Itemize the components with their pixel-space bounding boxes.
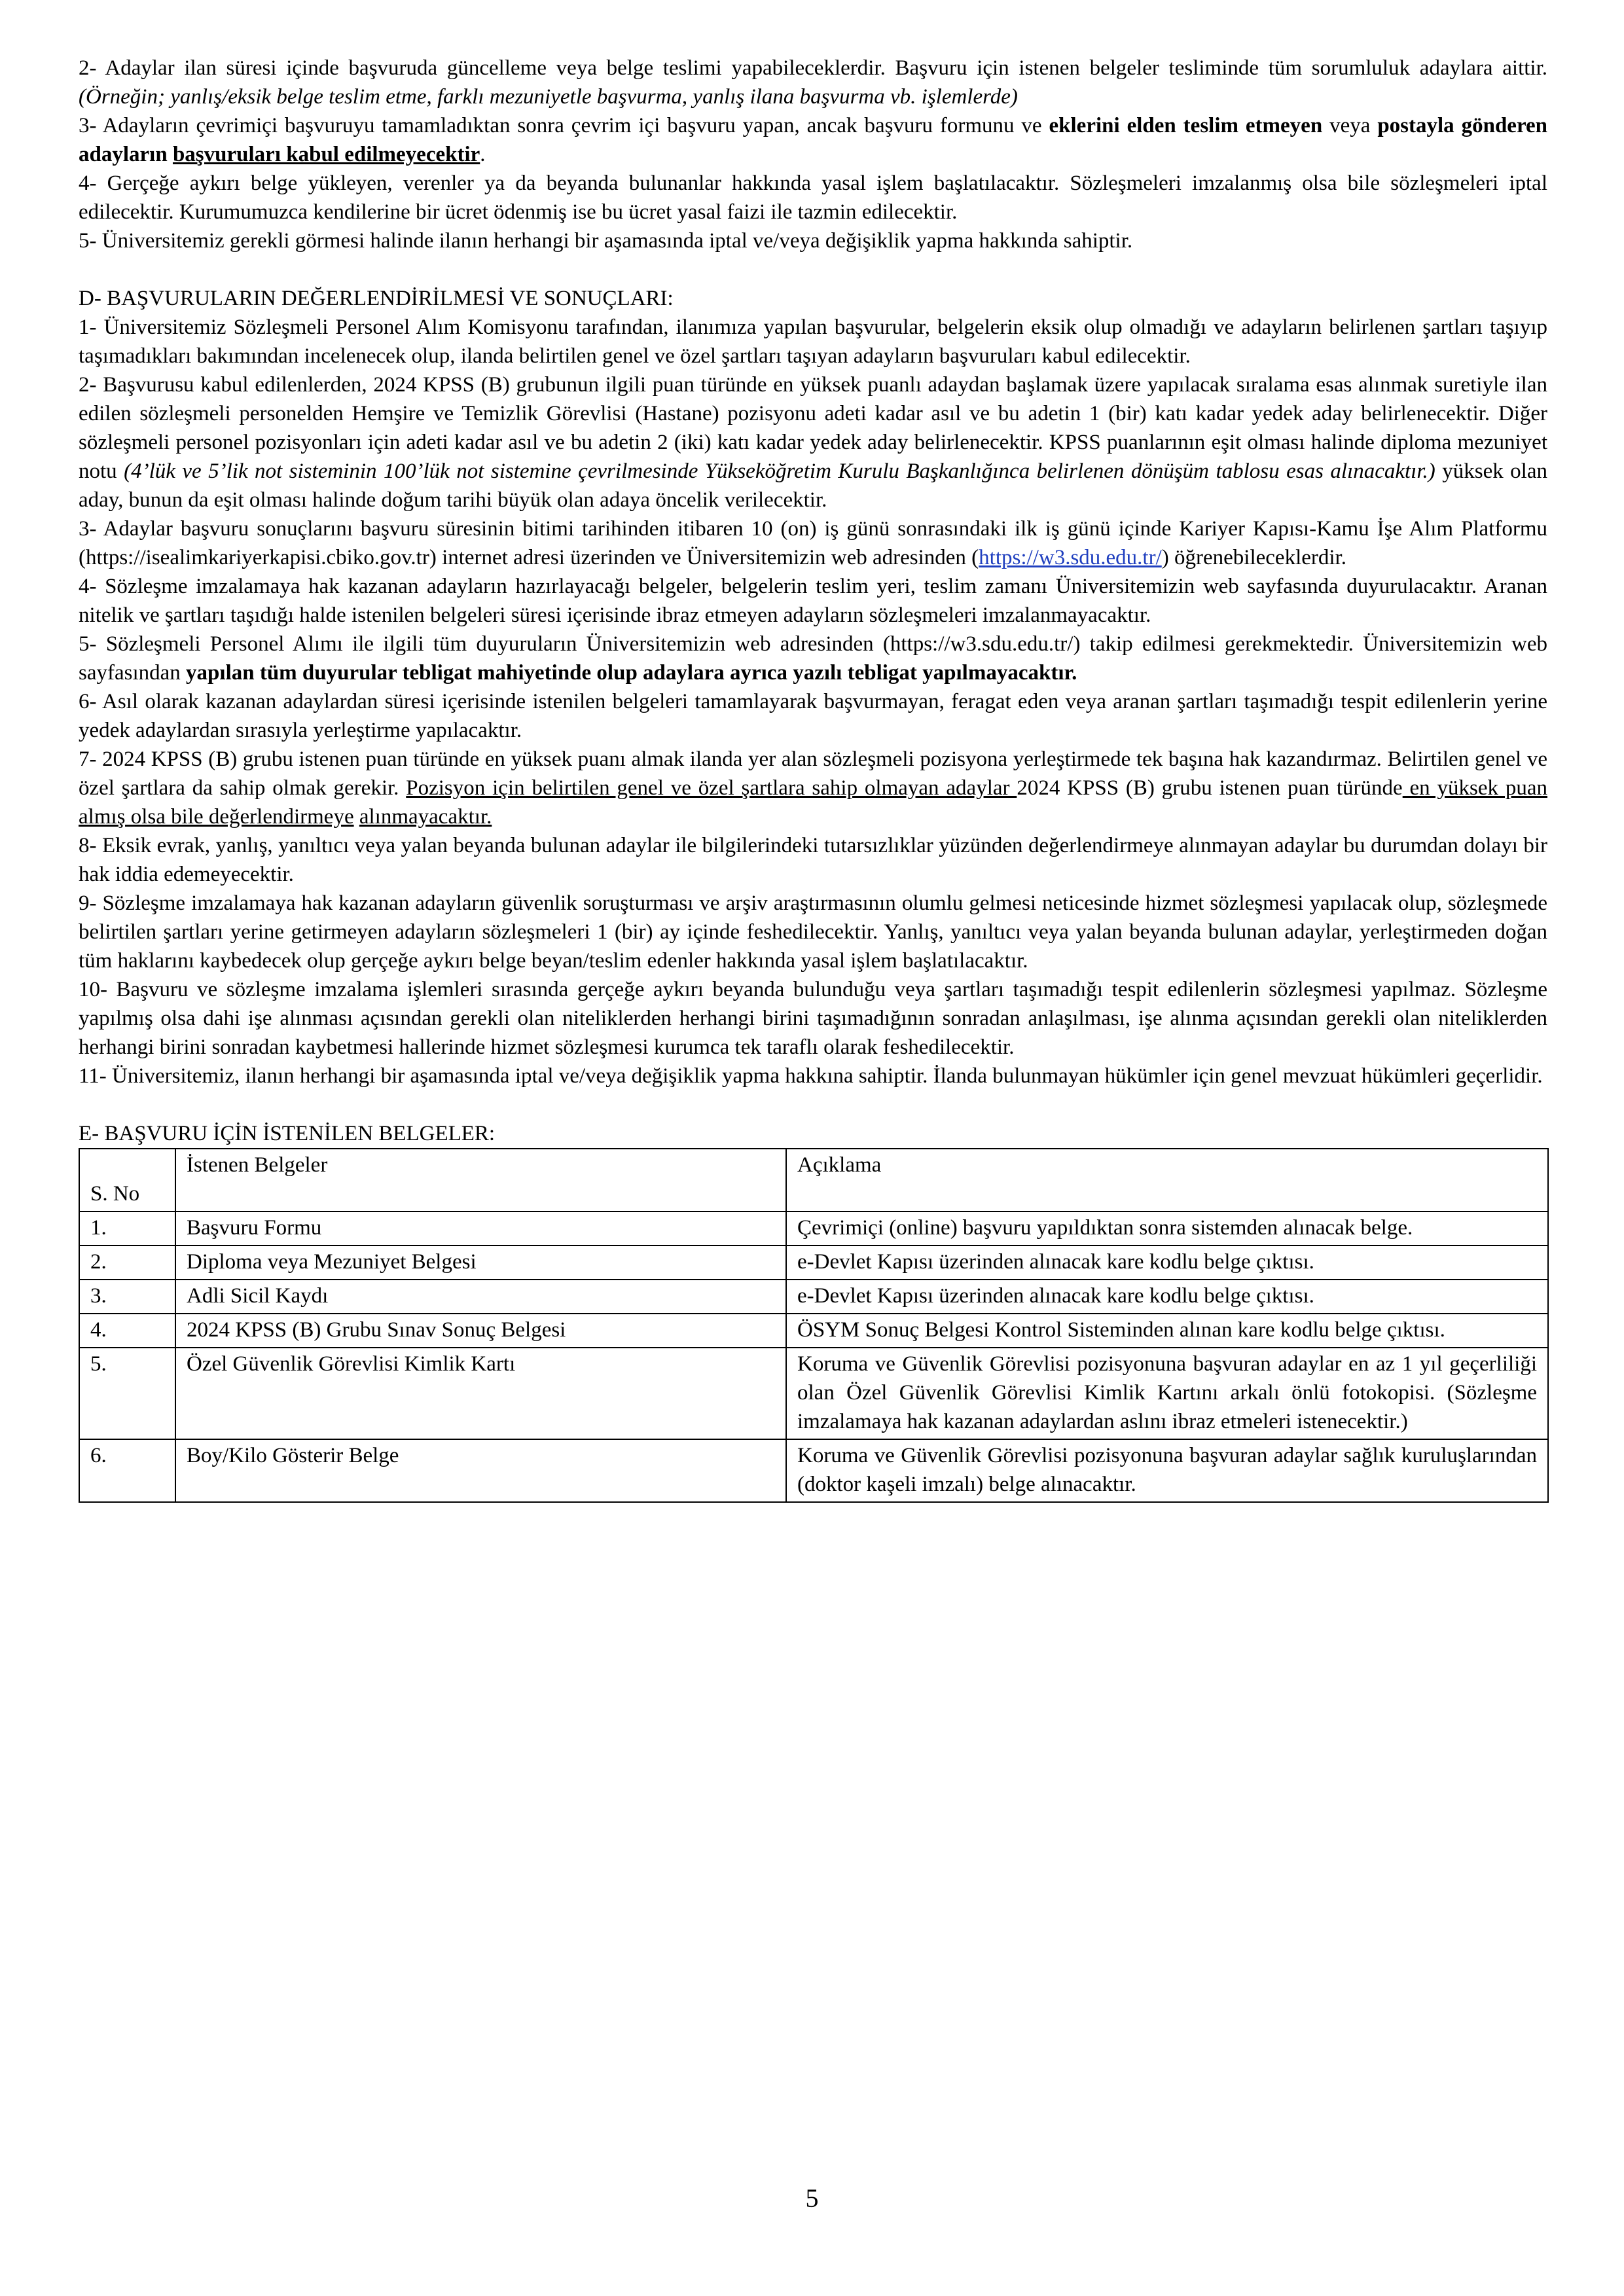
row-no: 3. (79, 1280, 175, 1314)
row-description: e-Devlet Kapısı üzerinden alınacak kare kodlu belge çıktısı. (786, 1280, 1548, 1314)
university-website-link[interactable]: https://w3.sdu.edu.tr/ (979, 546, 1162, 569)
paragraph-d-2: 2- Başvurusu kabul edilenlerden, 2024 KPSS (B) grubunun ilgili puan türünde en yüksek puanlı adaydan başlamak üzere yapılacak sıralama esas alınmak suretiyle ilan edilen sözleşmeli personelden Hemşire ve Temizlik Görevlisi (Hastane) pozisyonu adeti kadar asıl ve bu adetin 1 (bir) katı kadar yedek aday belirlenecektir. Diğer sözleşmeli personel pozisyonları için adeti kadar asıl ve bu adetin 2 (iki) katı kadar yedek aday belirlenecektir. KPSS puanlarının eşit olması halinde diploma mezuniyet notu (4’lük ve 5’lik not sisteminin 100’lük not sistemine çevrilmesinde Yükseköğretim Kurulu Başkanlığınca belirlenen dönüşüm tablosu esas alınacaktır.) yüksek olan aday, bunun da eşit olması halinde doğum tarihi büyük olan adaya öncelik verilecektir. (79, 373, 1547, 512)
paragraph-d-4: 4- Sözleşme imzalamaya hak kazanan adayların hazırlayacağı belgeler, belgelerin teslim yeri, teslim zamanı Üniversitemizin web sayfasında duyurulacaktır. Aranan nitelik ve şartları taşıdığı halde istenilen belgeleri süresi içerisinde ibraz etmeyen adayların sözleşmeleri imzalanmayacaktır. (79, 575, 1547, 627)
row-document: Diploma veya Mezuniyet Belgesi (175, 1246, 786, 1280)
row-description: Koruma ve Güvenlik Görevlisi pozisyonuna başvuran adaylar en az 1 yıl geçerliliği olan Özel Güvenlik Görevlisi Kimlik Kartını arkalı önlü fotokopisi. (Sözleşme imzalamaya hak kazanan adaylardan aslını ibraz etmeleri istenecektir.) (786, 1348, 1548, 1439)
section-d-heading: D- BAŞVURULARIN DEĞERLENDİRİLMESİ VE SONUÇLARI: (79, 287, 674, 310)
row-description: Koruma ve Güvenlik Görevlisi pozisyonuna başvuran adaylar sağlık kuruluşlarından (doktor kaşeli imzalı) belge alınacaktır. (786, 1439, 1548, 1502)
row-no: 2. (79, 1246, 175, 1280)
paragraph-c-2: 2- Adaylar ilan süresi içinde başvuruda güncelleme veya belge teslimi yapabileceklerdir. Başvuru için istenen belgeler tesliminde tüm sorumluluk adaylara aittir. (Örneğin; yanlış/eksik belge teslim etme, farklı mezuniyetle başvurma, yanlış ilana başvurma vb. işlemlerde) (79, 56, 1547, 109)
paragraph-c-4: 4- Gerçeğe aykırı belge yükleyen, verenler ya da beyanda bulunanlar hakkında yasal işlem başlatılacaktır. Sözleşmeleri imzalanmış olsa bile sözleşmeleri iptal edilecektir. Kurumumuzca kendilerine bir ücret ödenmiş ise bu ücret yasal faizi ile tazmin edilecektir. (79, 171, 1547, 224)
paragraph-d-1: 1- Üniversitemiz Sözleşmeli Personel Alım Komisyonu tarafından, ilanımıza yapılan başvurular, belgelerin eksik olup olmadığı ve adayların belirlenen şartları taşıyıp taşımadıkları bakımından incelenecek olup, ilanda belirtilen genel ve özel şartları taşıyan adayların başvuruları kabul edilecektir. (79, 315, 1547, 368)
row-description: Çevrimiçi (online) başvuru yapıldıktan sonra sistemden alınacak belge. (786, 1211, 1548, 1246)
paragraph-d-7: 7- 2024 KPSS (B) grubu istenen puan türünde en yüksek puanı almak ilanda yer alan sözleşmeli pozisyona yerleştirmede tek başına hak kazandırmaz. Belirtilen genel ve özel şartlara da sahip olmak gerekir. Pozisyon için belirtilen genel ve özel şartlara sahip olmayan adaylar 2024 KPSS (B) grubu istenen puan türünde en yüksek puan almış olsa bile değerlendirmeye alınmayacaktır. (79, 747, 1547, 829)
row-document: Özel Güvenlik Görevlisi Kimlik Kartı (175, 1348, 786, 1439)
table-row (79, 1246, 1548, 1280)
paragraph-d-11: 11- Üniversitemiz, ilanın herhangi bir aşamasında iptal ve/veya değişiklik yapma hakkına sahiptir. İlanda bulunmayan hükümler için genel mevzuat hükümleri geçerlidir. (79, 1064, 1543, 1088)
section-e-heading: E- BAŞVURU İÇİN İSTENİLEN BELGELER: (79, 1122, 496, 1145)
spacer (79, 1090, 1547, 1119)
document-page (79, 54, 1547, 1503)
row-no: 6. (79, 1439, 175, 1502)
table-row (79, 1439, 1548, 1502)
row-no: 4. (79, 1314, 175, 1348)
paragraph-d-9: 9- Sözleşme imzalamaya hak kazanan adayların güvenlik soruşturması ve arşiv araştırmasının olumlu gelmesi neticesinde hizmet sözleşmesi yapılacak olup, sözleşmede belirtilen şartları yerine getirmeyen adayların sözleşmeleri 1 (bir) ay içinde feshedilecektir. Yanlış, yanıltıcı veya yalan beyanda bulunan adaylar, yerleştirmeden doğan tüm haklarını kaybedecek olup gerçeğe aykırı belge beyan/teslim edenler hakkında yasal işlem başlatılacaktır. (79, 891, 1547, 973)
table-row (79, 1314, 1548, 1348)
table-header-row (79, 1149, 1548, 1211)
column-header-document: İstenen Belgeler (175, 1149, 786, 1211)
required-documents-table (79, 1148, 1549, 1503)
table-row (79, 1211, 1548, 1246)
table-row (79, 1348, 1548, 1439)
row-no: 1. (79, 1211, 175, 1246)
paragraph-c-3: 3- Adayların çevrimiçi başvuruyu tamamladıktan sonra çevrim içi başvuru yapan, ancak başvuru formunu ve eklerini elden teslim etmeyen veya postayla gönderen adayların başvuruları kabul edilmeyecektir. (79, 114, 1548, 166)
page-number: 5 (805, 2183, 819, 2213)
paragraph-d-6: 6- Asıl olarak kazanan adaylardan süresi içerisinde istenilen belgeleri tamamlayarak başvurmayan, feragat eden veya aranan şartları taşımadığı tespit edilenlerin yerine yedek adaylardan sırasıyla yerleştirme yapılacaktır. (79, 690, 1547, 742)
paragraph-d-5: 5- Sözleşmeli Personel Alımı ile ilgili tüm duyuruların Üniversitemizin web adresinden (https://w3.sdu.edu.tr/) takip edilmesi gerekmektedir. Üniversitemizin web sayfasından yapılan tüm duyurular tebligat mahiyetinde olup adaylara ayrıca yazılı tebligat yapılmayacaktır. (79, 632, 1547, 685)
row-document: Adli Sicil Kaydı (175, 1280, 786, 1314)
paragraph-d-8: 8- Eksik evrak, yanlış, yanıltıcı veya yalan beyanda bulunan adaylar ile bilgilerindeki tutarsızlıklar yüzünden değerlendirmeye alınmayan adaylar bu durumdan dolayı bir hak iddia edemeyecektir. (79, 834, 1547, 886)
column-header-no: S. No (79, 1149, 175, 1211)
paragraph-d-10: 10- Başvuru ve sözleşme imzalama işlemleri sırasında gerçeğe aykırı beyanda bulunduğu veya şartları taşımadığı tespit edilenlerin sözleşmesi yapılmaz. Sözleşme yapılmış olsa dahi işe alınması açısından gerekli olan niteliklerden herhangi birini taşımadığının sonradan anlaşılması, işe alınma açısından gerekli olan niteliklerden herhangi birini sonradan kaybetmesi hallerinde hizmet sözleşmesi kurumca tek taraflı olarak feshedilecektir. (79, 978, 1547, 1059)
row-description: ÖSYM Sonuç Belgesi Kontrol Sisteminden alınan kare kodlu belge çıktısı. (786, 1314, 1548, 1348)
spacer (79, 255, 1547, 284)
paragraph-c-5: 5- Üniversitemiz gerekli görmesi halinde ilanın herhangi bir aşamasında iptal ve/veya değişiklik yapma hakkında sahiptir. (79, 229, 1133, 253)
row-document: 2024 KPSS (B) Grubu Sınav Sonuç Belgesi (175, 1314, 786, 1348)
row-description: e-Devlet Kapısı üzerinden alınacak kare kodlu belge çıktısı. (786, 1246, 1548, 1280)
row-no: 5. (79, 1348, 175, 1439)
column-header-description: Açıklama (786, 1149, 1548, 1211)
table-row (79, 1280, 1548, 1314)
row-document: Başvuru Formu (175, 1211, 786, 1246)
paragraph-d-3: 3- Adaylar başvuru sonuçlarını başvuru süresinin bitimi tarihinden itibaren 10 (on) iş günü sonrasındaki ilk iş günü içinde Kariyer Kapısı-Kamu İşe Alım Platformu (https://isealimkariyerkapisi.cbiko.gov.tr) internet adresi üzerinden ve Üniversitemizin web adresinden (https://w3.sdu.edu.tr/) öğrenebileceklerdir. (79, 517, 1547, 569)
row-document: Boy/Kilo Gösterir Belge (175, 1439, 786, 1502)
